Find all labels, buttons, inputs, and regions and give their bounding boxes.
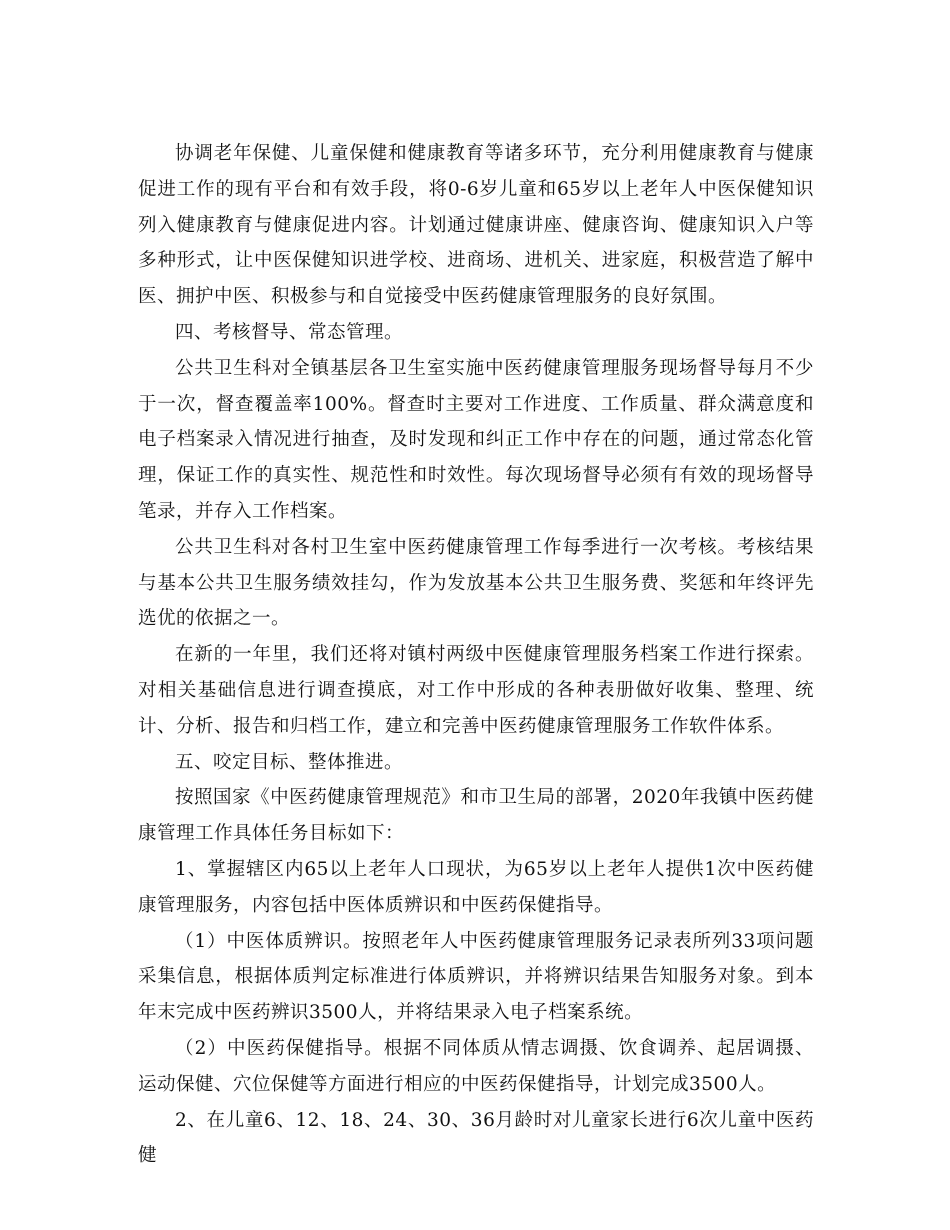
paragraph-health-guidance: （2）中医药保健指导。根据不同体质从情志调摄、饮食调养、起居调摄、运动保健、穴位保健等方面进行相应的中医药保健指导，计划完成3500人。 <box>138 1037 814 1095</box>
paragraph-target-1-elderly-service: 1、掌握辖区内65以上老年人口现状，为65岁以上老年人提供1次中医药健康管理服务，内容包括中医体质辨识和中医药保健指导。 <box>138 858 814 916</box>
paragraph-task-targets-intro: 按照国家《中医药健康管理规范》和市卫生局的部署，2020年我镇中医药健康管理工作具体任务目标如下： <box>138 787 814 845</box>
section-heading-targets: 五、咬定目标、整体推进。 <box>175 751 404 773</box>
document-body <box>138 136 814 1174</box>
paragraph-elderly-child-health-education: 协调老年保健、儿童保健和健康教育等诸多环节，充分利用健康教育与健康促进工作的现有平台和有效手段，将0-6岁儿童和65岁以上老年人中医保健知识列入健康教育与健康促进内容。计划通过健康讲座、健康咨询、健康知识入户等多种形式，让中医保健知识进学校、进商场、进机关、进家庭，积极营造了解中医、拥护中医、积极参与和自觉接受中医药健康管理服务的良好氛围。 <box>138 143 814 308</box>
paragraph-constitution-identification: （1）中医体质辨识。按照老年人中医药健康管理服务记录表所列33项问题采集信息，根据体质判定标准进行体质辨识，并将辨识结果告知服务对象。到本年末完成中医药辨识3500人，并将结果录入电子档案系统。 <box>138 930 814 1024</box>
paragraph-archive-work: 在新的一年里，我们还将对镇村两级中医健康管理服务档案工作进行探索。对相关基础信息进行调查摸底，对工作中形成的各种表册做好收集、整理、统计、分析、报告和归档工作，建立和完善中医药健康管理服务工作软件体系。 <box>138 644 814 737</box>
paragraph-monthly-supervision: 公共卫生科对全镇基层各卫生室实施中医药健康管理服务现场督导每月不少于一次，督查覆盖率100%。督查时主要对工作进度、工作质量、群众满意度和电子档案录入情况进行抽查，及时发现和纠正工作中存在的问题，通过常态化管理，保证工作的真实性、规范性和时效性。每次现场督导必须有有效的现场督导笔录，并存入工作档案。 <box>138 357 814 522</box>
paragraph-target-2-child-service: 2、在儿童6、12、18、24、30、36月龄时对儿童家长进行6次儿童中医药健 <box>138 1109 814 1167</box>
paragraph-quarterly-assessment: 公共卫生科对各村卫生室中医药健康管理工作每季进行一次考核。考核结果与基本公共卫生服务绩效挂勾，作为发放基本公共卫生服务费、奖惩和年终评先选优的依据之一。 <box>138 536 814 630</box>
section-heading-assessment-supervision: 四、考核督导、常态管理。 <box>175 321 404 343</box>
